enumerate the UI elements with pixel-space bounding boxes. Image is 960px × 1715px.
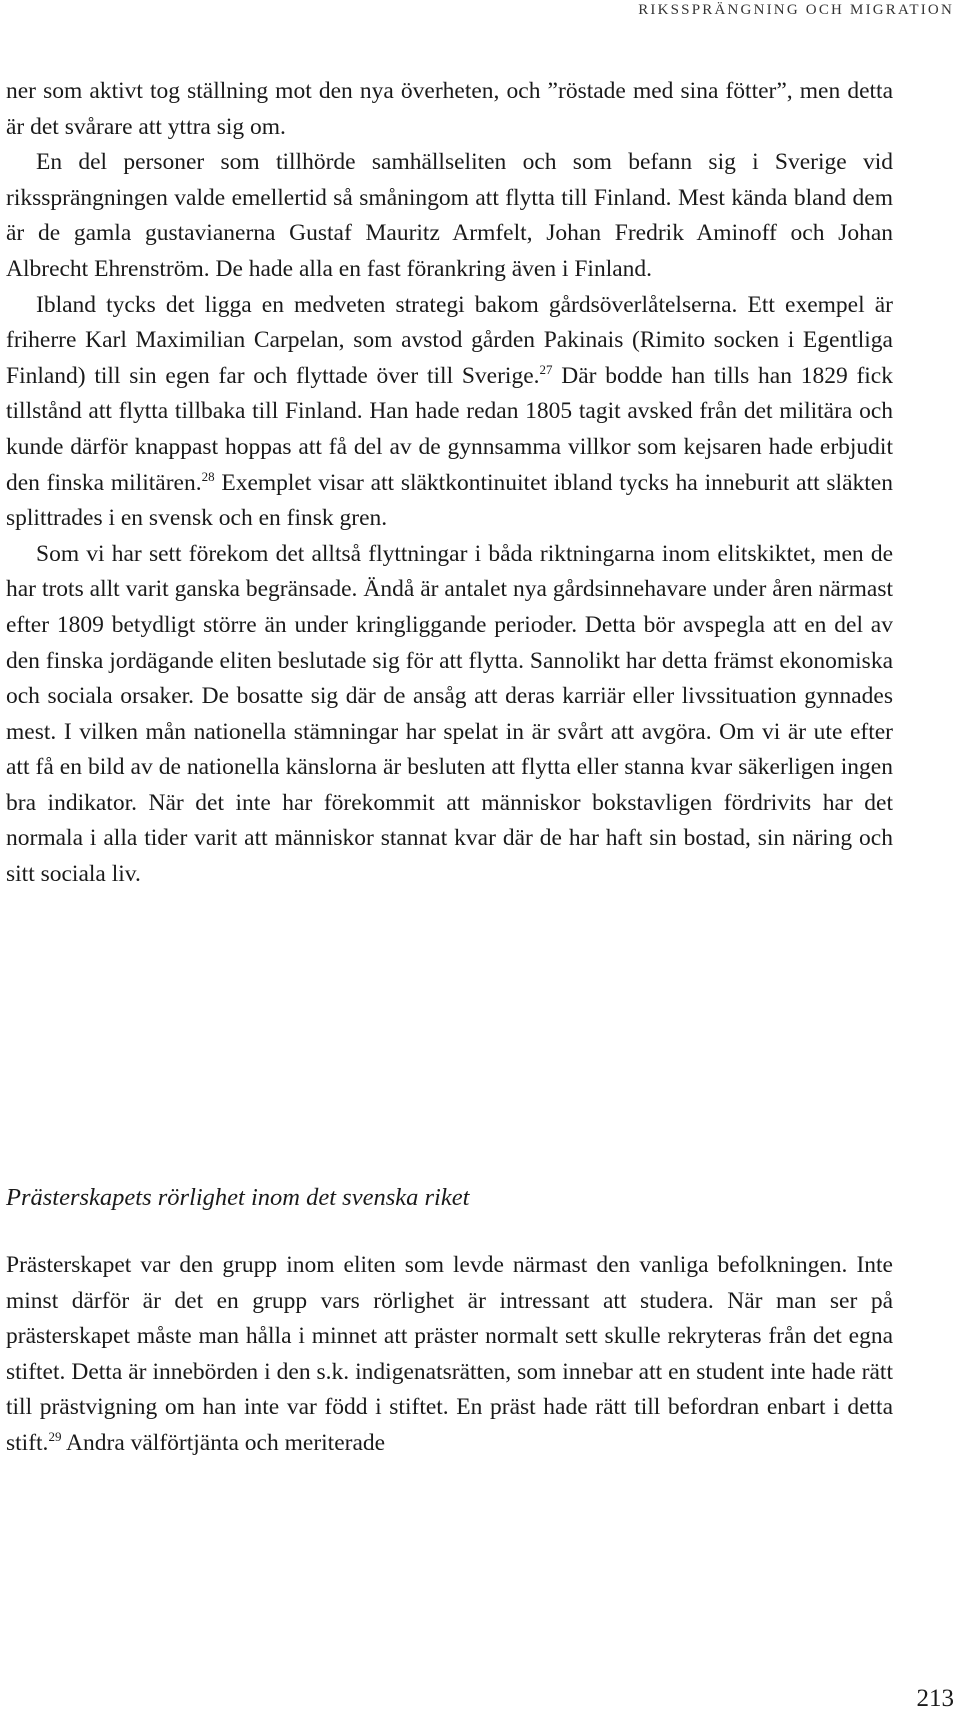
paragraph-3-part-a: Ibland tycks det ligga en medveten strategi bakom gårdsöverlåtelserna. Ett exempel är friherre Karl Maximilian Carpelan, som avstod gården Pakinais (Rimito socken i Egentliga Finland) till sin egen far och flyttade över till Sverige. [6,291,893,389]
paragraph-3-part-c: Exemplet visar att släktkontinuitet ibland tycks ha inneburit att släkten splittrades i en svensk och en finsk gren. [6,469,893,532]
section-text [6,1248,893,1462]
section-heading: Prästerskapets rörlighet inom det svenska riket [6,1184,470,1211]
footnote-ref-29[interactable]: 29 [48,1429,62,1445]
section-paragraph-1 [6,1248,893,1462]
paragraph-4: Som vi har sett förekom det alltså flyttningar i båda riktningarna inom elitskiktet, men de har trots allt varit ganska begränsade. Ändå är antalet nya gårdsinnehavare under åren närmast efter 1809 betydligt större än under kringliggande perioder. Detta bör avspegla att en del av den finska jordägande eliten beslutade sig för att flytta. Sannolikt har detta främst ekonomiska och sociala orsaker. De bosatte sig där de ansåg att deras karriär eller livssituation gynnades mest. I vilken mån nationella stämningar har spelat in är svårt att avgöra. Om vi är ute efter att få en bild av de nationella känslorna är besluten att flytta eller stanna kvar säkerligen ingen bra indikator. När det inte har förekommit att människor bokstavligen fördrivits har det normala i alla tider varit att människor stannat kvar där de har haft sin bostad, sin näring och sitt sociala liv. [6,540,893,888]
paragraph-2: En del personer som tillhörde samhällseliten och som befann sig i Sverige vid rikssprängningen valde emellertid så småningom att flytta till Finland. Mest kända bland dem är de gamla gustavianerna Gustaf Mauritz Armfelt, Johan Fredrik Aminoff och Johan Albrecht Ehrenström. De hade alla en fast förankring även i Finland. [6,149,893,282]
section-paragraph-1-part-a: Prästerskapet var den grupp inom eliten som levde närmast den vanliga befolkningen. Inte minst därför är det en grupp vars rörlighet är intressant att studera. När man ser på prästerskapet måste man hålla i minnet att präster normalt sett skulle rekryteras från det egna stiftet. Detta är innebörden i den s.k. indigenatsrätten, som innebar att en student inte hade rätt till prästvigning om han inte var född i stiftet. En präst hade rätt till befordran enbart i detta stift. [6,1252,893,1456]
paragraph-3 [6,288,893,537]
page-number: 213 [916,1685,954,1712]
section-paragraph-1-part-b: Andra välförtjänta och meriterade [61,1429,386,1456]
running-head: RIKSSPRÄNGNING OCH MIGRATION [638,2,954,18]
body-text [6,74,893,893]
footnote-ref-28[interactable]: 28 [201,468,215,484]
footnote-ref-27[interactable]: 27 [539,361,553,377]
paragraph-3-part-b: Där bodde han tills han 1829 fick tillstånd att flytta tillbaka till Finland. Han hade redan 1805 tagit avsked från det militära och kunde därför knappast hoppas att få del av de gynnsamma villkor som kejsaren hade erbjudit den finska militären. [6,362,893,496]
paragraph-1: ner som aktivt tog ställning mot den nya överheten, och ”röstade med sina fötter”, men detta är det svårare att yttra sig om. [6,78,893,140]
